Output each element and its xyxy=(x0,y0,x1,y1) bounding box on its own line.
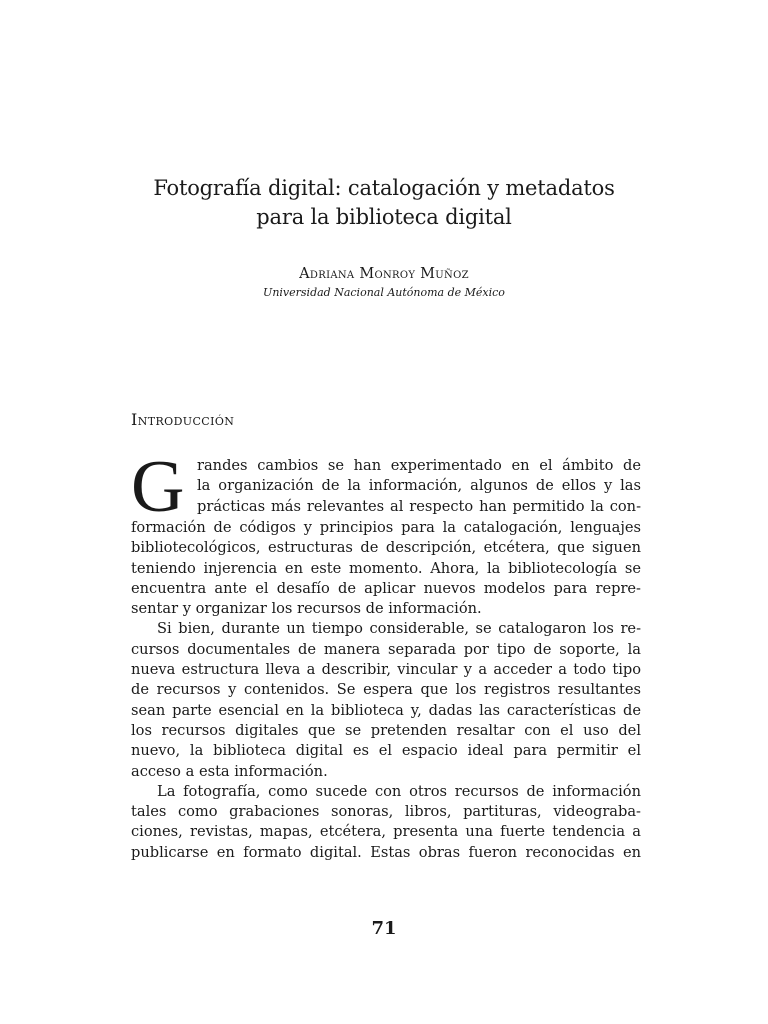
text-line: encuentra ante el desafío de aplicar nuevos modelos para repre- xyxy=(131,579,641,597)
drop-cap-lines xyxy=(197,456,641,518)
text-line: la organización de la información, algunos de ellos y las xyxy=(197,477,641,495)
paragraph-2 xyxy=(131,619,641,781)
text-line: sentar y organizar los recursos de información. xyxy=(131,600,482,618)
drop-cap: G xyxy=(131,446,185,528)
text-line: prácticas más relevantes al respecto han permitido la con- xyxy=(197,497,641,515)
text-line: los recursos digitales que se pretenden resaltar con el uso del xyxy=(131,721,641,739)
text-line: teniendo injerencia en este momento. Ahora, la bibliotecología se xyxy=(131,559,641,577)
title-line-2: para la biblioteca digital xyxy=(256,205,512,229)
text-line: cursos documentales de manera separada por tipo de soporte, la xyxy=(131,640,641,658)
author-name: Adriana Monroy Muñoz xyxy=(299,266,469,282)
text-line: ciones, revistas, mapas, etcétera, presenta una fuerte tendencia a xyxy=(131,823,641,841)
article-title xyxy=(0,174,768,232)
text-line: tales como grabaciones sonoras, libros, partituras, videograba- xyxy=(131,803,641,821)
page-number: 71 xyxy=(371,918,397,939)
paragraph-1 xyxy=(131,446,641,619)
text-line: de recursos y contenidos. Se espera que los registros resultantes xyxy=(131,681,641,699)
text-line: La fotografía, como sucede con otros recursos de información xyxy=(157,782,641,800)
text-line: formación de códigos y principios para la catalogación, lenguajes xyxy=(131,519,641,536)
text-line: bibliotecológicos, estructuras de descripción, etcétera, que siguen xyxy=(131,539,641,557)
title-line-1: Fotografía digital: catalogación y metadatos xyxy=(153,176,615,200)
text-line: nuevo, la biblioteca digital es el espacio ideal para permitir el xyxy=(131,742,641,760)
paragraph-3 xyxy=(131,782,641,863)
text-line: randes cambios se han experimentado en el ámbito de xyxy=(197,457,641,474)
author-affiliation: Universidad Nacional Autónoma de México xyxy=(263,286,505,299)
body-text xyxy=(131,446,641,863)
text-line: nueva estructura lleva a describir, vincular y a acceder a todo tipo xyxy=(131,661,641,679)
text-line: acceso a esta información. xyxy=(131,762,328,780)
text-line: Si bien, durante un tiempo considerable, se catalogaron los re- xyxy=(157,620,641,638)
section-heading: Introducción xyxy=(131,410,235,429)
text-line: sean parte esencial en la biblioteca y, dadas las características de xyxy=(131,701,641,719)
text-line: publicarse en formato digital. Estas obras fueron reconocidas en xyxy=(131,843,641,861)
